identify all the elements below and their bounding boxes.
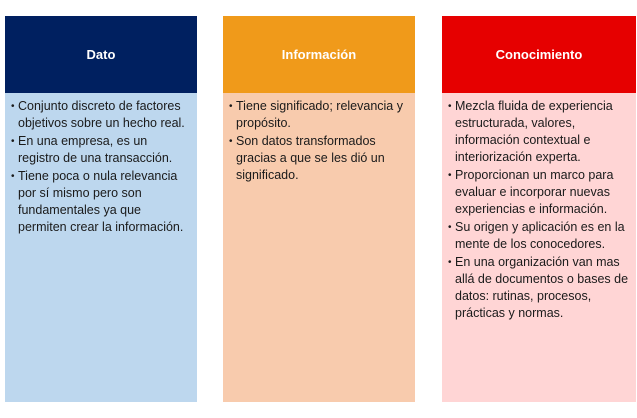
column-header-informacion	[223, 16, 415, 93]
column-header-dato	[5, 16, 197, 93]
bullet-item: • Tiene poca o nula relevancia por sí mismo pero son fundamentales ya que permiten crear la información.	[11, 168, 191, 236]
bullet-item: • Conjunto discreto de factores objetivos sobre un hecho real.	[11, 98, 191, 132]
bullet-item: • Su origen y aplicación es en la mente de los conocedores.	[448, 219, 630, 253]
column-conocimiento	[442, 16, 636, 402]
bullet-list	[229, 98, 409, 184]
column-title: Información	[281, 47, 357, 62]
bullet-item: • En una empresa, es un registro de una transacción.	[11, 133, 191, 167]
column-title: Conocimiento	[495, 47, 583, 62]
column-header-conocimiento	[442, 16, 636, 93]
bullet-item: • Son datos transformados gracias a que se les dió un significado.	[229, 133, 409, 184]
column-body-conocimiento	[442, 93, 636, 402]
column-title: Dato	[86, 47, 116, 62]
bullet-item: • Proporcionan un marco para evaluar e incorporar nuevas experiencias e información.	[448, 167, 630, 218]
bullet-list	[11, 98, 191, 236]
bullet-list	[448, 98, 630, 322]
bullet-item: • Mezcla fluida de experiencia estructurada, valores, información contextual e interiorización experta.	[448, 98, 630, 166]
bullet-item: • En una organización van mas allá de documentos o bases de datos: rutinas, procesos, prácticas y normas.	[448, 254, 630, 322]
column-informacion	[223, 16, 415, 402]
column-dato	[5, 16, 197, 402]
column-body-informacion	[223, 93, 415, 402]
column-body-dato	[5, 93, 197, 402]
bullet-item: • Tiene significado; relevancia y propósito.	[229, 98, 409, 132]
